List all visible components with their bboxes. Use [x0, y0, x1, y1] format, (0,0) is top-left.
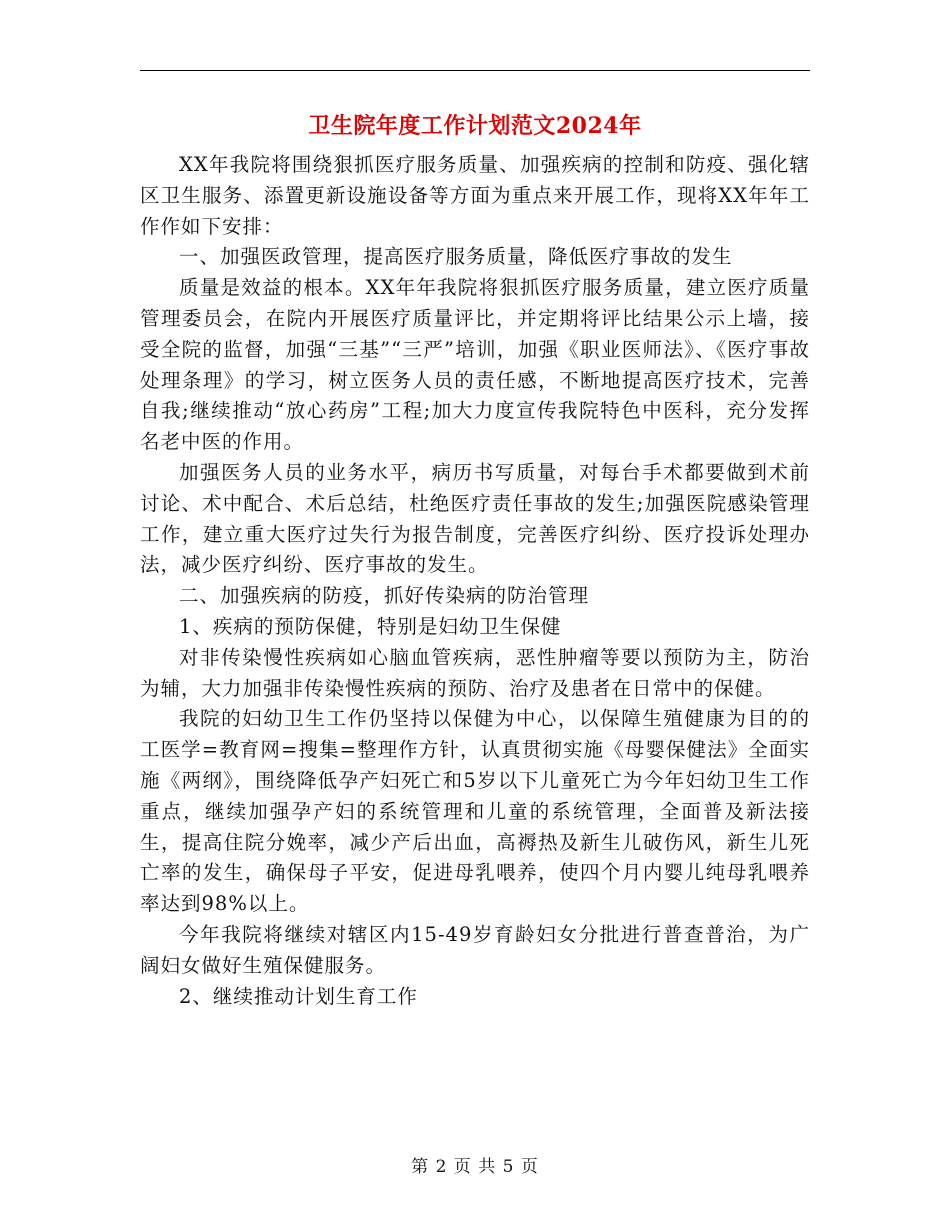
subsection-heading-2: 2、继续推动计划生育工作: [179, 984, 418, 1008]
intro-paragraph: XX年我院将围绕狠抓医疗服务质量、加强疾病的控制和防疫、强化辖区卫生服务、添置更新设施设备等方面为重点来开展工作，现将XX年年工作作如下安排：: [140, 153, 810, 238]
quality-paragraph: 质量是效益的根本。XX年年我院将狠抓医疗服务质量，建立医疗质量管理委员会，在院内开展医疗质量评比，并定期将评比结果公示上墙，接受全院的监督，加强“三基”“三严”培训，加强《职业医师法》、《医疗事故处理条理》的学习，树立医务人员的责任感，不断地提高医疗技术，完善自我;继续推动“放心药房”工程;加大力度宣传我院特色中医科，充分发挥名老中医的作用。: [140, 276, 810, 454]
document-body: [140, 150, 810, 1012]
staff-paragraph: 加强医务人员的业务水平，病历书写质量，对每台手术都要做到术前讨论、术中配合、术后总结，杜绝医疗责任事故的发生;加强医院感染管理工作，建立重大医疗过失行为报告制度，完善医疗纠纷、医疗投诉处理办法，减少医疗纠纷、医疗事故的发生。: [140, 460, 810, 577]
screening-paragraph: 今年我院将继续对辖区内15-49岁育龄妇女分批进行普查普治，为广阔妇女做好生殖保健服务。: [140, 922, 810, 977]
chronic-disease-paragraph: 对非传染慢性疾病如心脑血管疾病，恶性肿瘤等要以预防为主，防治为辅，大力加强非传染慢性疾病的预防、治疗及患者在日常中的保健。: [140, 645, 810, 700]
page-footer: 第 2 页 共 5 页: [411, 1157, 539, 1177]
subsection-heading-1: 1、疾病的预防保健，特别是妇幼卫生保健: [179, 614, 562, 638]
document-title: 卫生院年度工作计划范文2024年: [308, 113, 642, 139]
header-rule: [140, 70, 810, 71]
maternal-health-paragraph: 我院的妇幼卫生工作仍坚持以保健为中心，以保障生殖健康为目的的工医学=教育网=搜集=整理作方针，认真贯彻实施《母婴保健法》全面实施《两纲》，围绕降低孕产妇死亡和5岁以下儿童死亡为今年妇幼卫生工作重点，继续加强孕产妇的系统管理和儿童的系统管理，全面普及新法接生，提高住院分娩率，减少产后出血，高褥热及新生儿破伤风，新生儿死亡率的发生，确保母子平安，促进母乳喂养，使四个月内婴儿纯母乳喂养率达到98%以上。: [140, 707, 810, 916]
section-heading-2: 二、加强疾病的防疫，抓好传染病的防治管理: [179, 584, 590, 608]
section-heading-1: 一、加强医政管理，提高医疗服务质量，降低医疗事故的发生: [179, 245, 733, 269]
